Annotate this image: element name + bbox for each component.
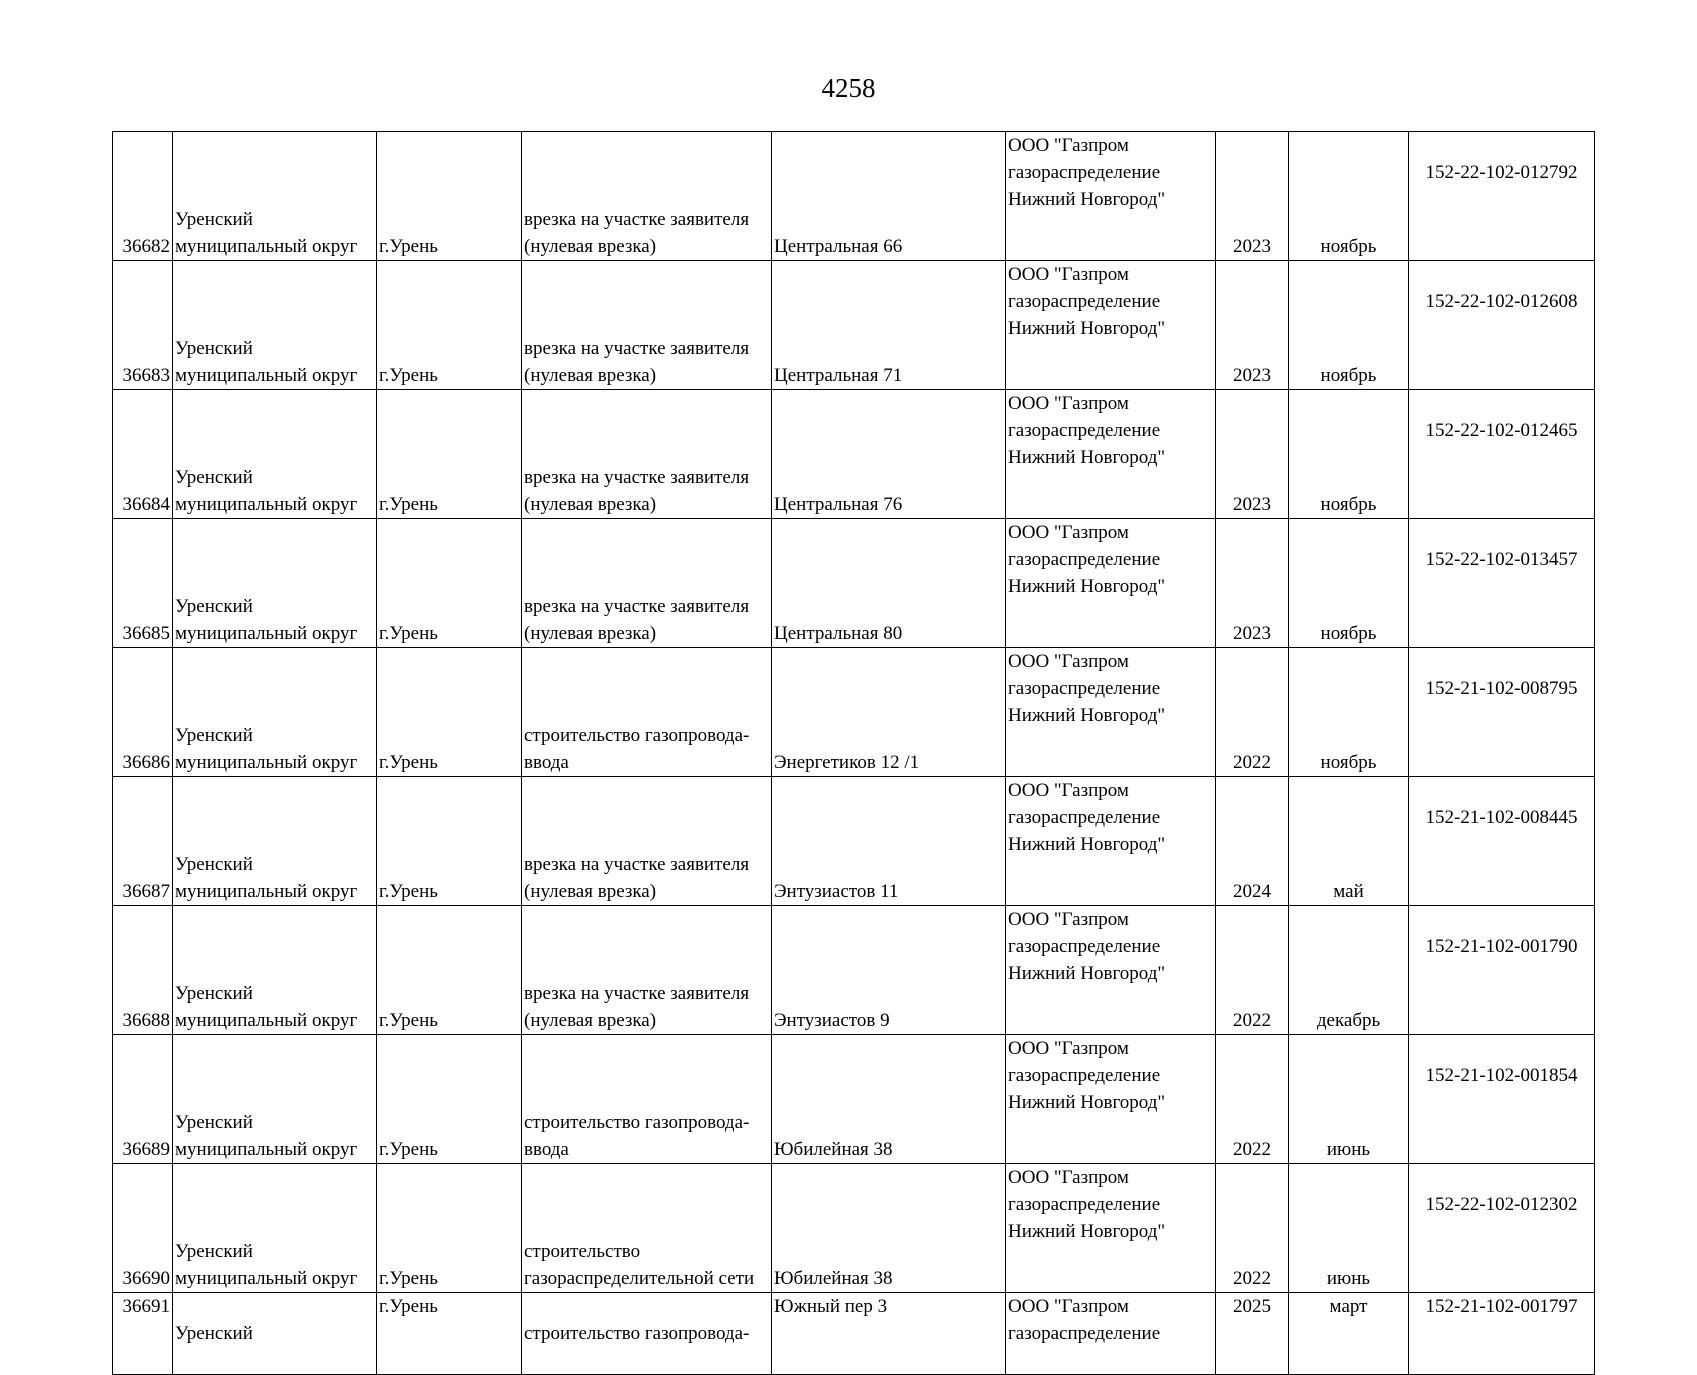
municipality-line: муниципальный округ <box>175 752 358 773</box>
year-cell: 2022 <box>1216 906 1289 1035</box>
year-cell: 2023 <box>1216 261 1289 390</box>
organization-line: газораспределение <box>1008 549 1161 570</box>
municipality-cell <box>173 1293 377 1375</box>
municipality-line: Уренский <box>175 467 253 488</box>
municipality-line: муниципальный округ <box>175 365 358 386</box>
work-type-line: строительство <box>524 1241 641 1262</box>
address-cell: Энтузиастов 11 <box>772 777 1006 906</box>
month-cell: декабрь <box>1289 906 1409 1035</box>
municipality-cell <box>173 519 377 648</box>
settlement-cell: г.Урень <box>377 1293 522 1375</box>
year-cell: 2025 <box>1216 1293 1289 1375</box>
work-type-cell <box>522 132 772 261</box>
month-cell: май <box>1289 777 1409 906</box>
work-type-line: (нулевая врезка) <box>524 623 657 644</box>
work-type-line: строительство газопровода- <box>524 725 750 746</box>
work-type-line: (нулевая врезка) <box>524 494 657 515</box>
organization-line: газораспределение <box>1008 1065 1161 1086</box>
organization-line: газораспределение <box>1008 1194 1161 1215</box>
code-cell: 152-21-102-001790 <box>1409 906 1595 1035</box>
address-cell: Юбилейная 38 <box>772 1035 1006 1164</box>
settlement-cell: г.Урень <box>377 519 522 648</box>
work-type-cell <box>522 261 772 390</box>
work-type-line: врезка на участке заявителя <box>524 338 750 359</box>
municipality-cell <box>173 1035 377 1164</box>
row-number: 36684 <box>113 390 173 519</box>
table-row <box>113 261 1595 390</box>
work-type-cell <box>522 1293 772 1375</box>
month-cell: март <box>1289 1293 1409 1375</box>
organization-line: Нижний Новгород" <box>1008 576 1166 597</box>
organization-line: ООО "Газпром <box>1008 651 1129 672</box>
municipality-line: Уренский <box>175 596 253 617</box>
organization-line: ООО "Газпром <box>1008 393 1129 414</box>
work-type-line: (нулевая врезка) <box>524 365 657 386</box>
month-cell: ноябрь <box>1289 390 1409 519</box>
table-row <box>113 519 1595 648</box>
address-cell: Энергетиков 12 /1 <box>772 648 1006 777</box>
organization-cell <box>1006 1293 1216 1375</box>
organization-cell <box>1006 1164 1216 1293</box>
organization-cell <box>1006 777 1216 906</box>
table-row <box>113 1293 1595 1375</box>
municipality-cell <box>173 1164 377 1293</box>
code-cell: 152-21-102-008445 <box>1409 777 1595 906</box>
code-cell: 152-22-102-012465 <box>1409 390 1595 519</box>
month-cell: ноябрь <box>1289 132 1409 261</box>
address-cell: Юбилейная 38 <box>772 1164 1006 1293</box>
table-row <box>113 132 1595 261</box>
settlement-cell: г.Урень <box>377 1035 522 1164</box>
code-cell: 152-21-102-008795 <box>1409 648 1595 777</box>
organization-line: ООО "Газпром <box>1008 264 1129 285</box>
organization-cell <box>1006 648 1216 777</box>
municipality-line: муниципальный округ <box>175 236 358 257</box>
month-cell: июнь <box>1289 1164 1409 1293</box>
organization-cell <box>1006 261 1216 390</box>
work-type-cell <box>522 1035 772 1164</box>
code-cell: 152-22-102-013457 <box>1409 519 1595 648</box>
organization-line: газораспределение <box>1008 420 1161 441</box>
organization-line: ООО "Газпром <box>1008 135 1129 156</box>
row-number: 36689 <box>113 1035 173 1164</box>
code-cell: 152-21-102-001854 <box>1409 1035 1595 1164</box>
organization-line: газораспределение <box>1008 162 1161 183</box>
address-cell: Энтузиастов 9 <box>772 906 1006 1035</box>
municipality-cell <box>173 906 377 1035</box>
table-row <box>113 1164 1595 1293</box>
year-cell: 2023 <box>1216 390 1289 519</box>
municipality-line: Уренский <box>175 209 253 230</box>
settlement-cell: г.Урень <box>377 390 522 519</box>
row-number: 36685 <box>113 519 173 648</box>
organization-line: Нижний Новгород" <box>1008 189 1166 210</box>
settlement-cell: г.Урень <box>377 1164 522 1293</box>
month-cell: ноябрь <box>1289 519 1409 648</box>
year-cell: 2023 <box>1216 132 1289 261</box>
municipality-line: Уренский <box>175 1323 253 1344</box>
municipality-line: Уренский <box>175 1112 253 1133</box>
organization-line: Нижний Новгород" <box>1008 1221 1166 1242</box>
organization-line: Нижний Новгород" <box>1008 447 1166 468</box>
address-cell: Центральная 66 <box>772 132 1006 261</box>
row-number: 36688 <box>113 906 173 1035</box>
municipality-line: муниципальный округ <box>175 623 358 644</box>
settlement-cell: г.Урень <box>377 261 522 390</box>
municipality-line: муниципальный округ <box>175 1268 358 1289</box>
code-cell: 152-21-102-001797 <box>1409 1293 1595 1375</box>
organization-line: газораспределение <box>1008 291 1161 312</box>
month-cell: ноябрь <box>1289 648 1409 777</box>
municipality-cell <box>173 777 377 906</box>
year-cell: 2022 <box>1216 648 1289 777</box>
row-number: 36690 <box>113 1164 173 1293</box>
work-type-line: строительство газопровода- <box>524 1112 750 1133</box>
settlement-cell: г.Урень <box>377 648 522 777</box>
settlement-cell: г.Урень <box>377 906 522 1035</box>
municipality-line: Уренский <box>175 338 253 359</box>
work-type-cell <box>522 1164 772 1293</box>
organization-line: ООО "Газпром <box>1008 522 1129 543</box>
work-type-cell <box>522 519 772 648</box>
work-type-line: (нулевая врезка) <box>524 881 657 902</box>
work-type-cell <box>522 648 772 777</box>
address-cell: Центральная 76 <box>772 390 1006 519</box>
code-cell: 152-22-102-012608 <box>1409 261 1595 390</box>
settlement-cell: г.Урень <box>377 777 522 906</box>
organization-line: ООО "Газпром <box>1008 1038 1129 1059</box>
organization-line: газораспределение <box>1008 807 1161 828</box>
address-cell: Южный пер 3 <box>772 1293 1006 1375</box>
table-row <box>113 390 1595 519</box>
month-cell: июнь <box>1289 1035 1409 1164</box>
municipality-cell <box>173 390 377 519</box>
work-type-line: ввода <box>524 1139 569 1160</box>
work-type-line: врезка на участке заявителя <box>524 854 750 875</box>
organization-line: Нижний Новгород" <box>1008 834 1166 855</box>
address-cell: Центральная 71 <box>772 261 1006 390</box>
organization-line: ООО "Газпром <box>1008 909 1129 930</box>
row-number: 36683 <box>113 261 173 390</box>
gas-connection-table <box>112 131 1595 1375</box>
code-cell: 152-22-102-012792 <box>1409 132 1595 261</box>
municipality-line: муниципальный округ <box>175 494 358 515</box>
municipality-cell <box>173 132 377 261</box>
table-row <box>113 1035 1595 1164</box>
work-type-line: (нулевая врезка) <box>524 1010 657 1031</box>
month-cell: ноябрь <box>1289 261 1409 390</box>
work-type-line: врезка на участке заявителя <box>524 467 750 488</box>
municipality-cell <box>173 261 377 390</box>
organization-line: ООО "Газпром <box>1008 1296 1129 1317</box>
organization-line: Нижний Новгород" <box>1008 963 1166 984</box>
organization-cell <box>1006 390 1216 519</box>
municipality-line: муниципальный округ <box>175 1010 358 1031</box>
organization-cell <box>1006 132 1216 261</box>
organization-line: ООО "Газпром <box>1008 1167 1129 1188</box>
row-number: 36691 <box>113 1293 173 1375</box>
work-type-cell <box>522 777 772 906</box>
address-cell: Центральная 80 <box>772 519 1006 648</box>
work-type-line: (нулевая врезка) <box>524 236 657 257</box>
municipality-line: муниципальный округ <box>175 881 358 902</box>
municipality-line: Уренский <box>175 1241 253 1262</box>
page-number: 4258 <box>821 73 876 103</box>
organization-cell <box>1006 906 1216 1035</box>
organization-cell <box>1006 1035 1216 1164</box>
year-cell: 2022 <box>1216 1164 1289 1293</box>
work-type-cell <box>522 906 772 1035</box>
work-type-line: строительство газопровода- <box>524 1323 750 1344</box>
organization-line: Нижний Новгород" <box>1008 1092 1166 1113</box>
table-row <box>113 777 1595 906</box>
municipality-line: Уренский <box>175 725 253 746</box>
organization-line: газораспределение <box>1008 936 1161 957</box>
organization-line: ООО "Газпром <box>1008 780 1129 801</box>
municipality-line: муниципальный округ <box>175 1139 358 1160</box>
work-type-line: ввода <box>524 752 569 773</box>
code-cell: 152-22-102-012302 <box>1409 1164 1595 1293</box>
row-number: 36682 <box>113 132 173 261</box>
year-cell: 2022 <box>1216 1035 1289 1164</box>
work-type-line: врезка на участке заявителя <box>524 209 750 230</box>
table-row <box>113 648 1595 777</box>
work-type-line: газораспределительной сети <box>524 1268 755 1289</box>
organization-line: Нижний Новгород" <box>1008 318 1166 339</box>
organization-cell <box>1006 519 1216 648</box>
year-cell: 2024 <box>1216 777 1289 906</box>
year-cell: 2023 <box>1216 519 1289 648</box>
table-row <box>113 906 1595 1035</box>
municipality-line: Уренский <box>175 854 253 875</box>
municipality-line: Уренский <box>175 983 253 1004</box>
row-number: 36686 <box>113 648 173 777</box>
organization-line: Нижний Новгород" <box>1008 705 1166 726</box>
work-type-line: врезка на участке заявителя <box>524 983 750 1004</box>
organization-line: газораспределение <box>1008 1323 1161 1344</box>
work-type-cell <box>522 390 772 519</box>
municipality-cell <box>173 648 377 777</box>
row-number: 36687 <box>113 777 173 906</box>
settlement-cell: г.Урень <box>377 132 522 261</box>
work-type-line: врезка на участке заявителя <box>524 596 750 617</box>
organization-line: газораспределение <box>1008 678 1161 699</box>
